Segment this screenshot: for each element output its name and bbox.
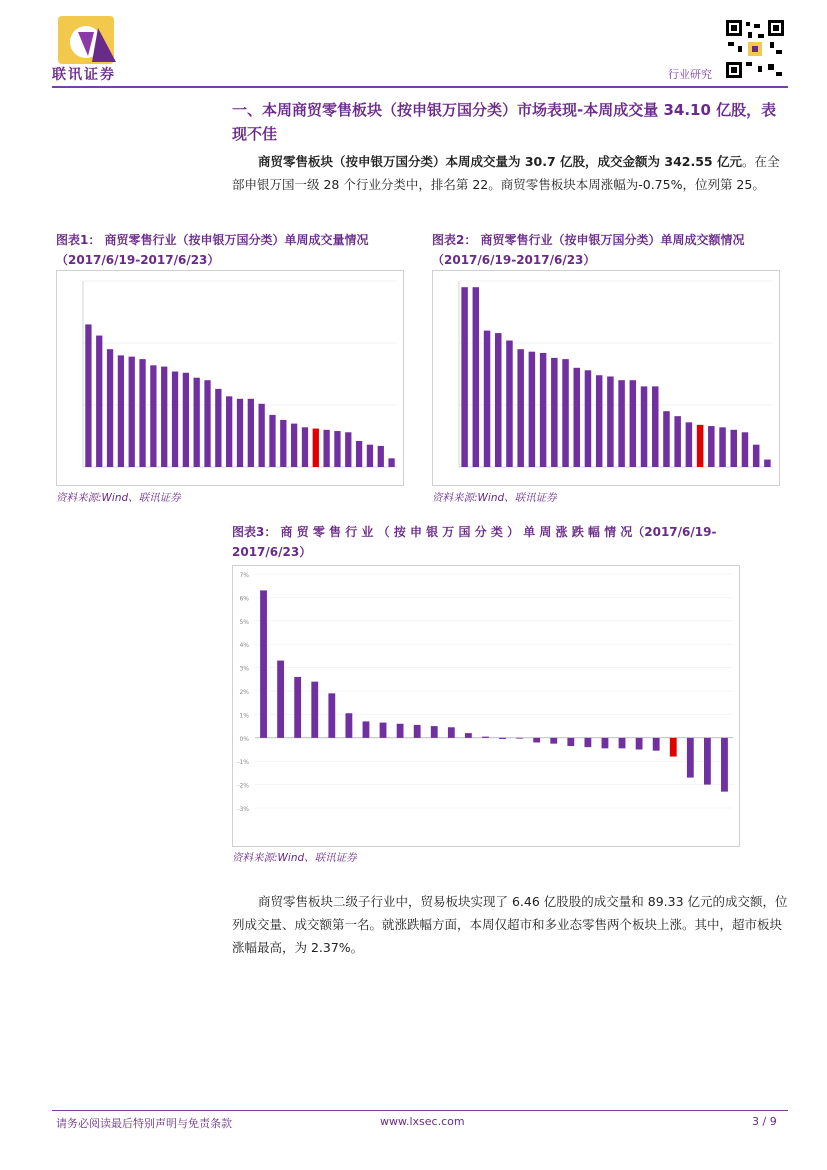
bar [139, 359, 145, 467]
bar [567, 738, 574, 746]
bar [311, 682, 318, 738]
bar [172, 372, 178, 467]
bar [378, 446, 384, 467]
bar [107, 349, 113, 467]
bar [150, 365, 156, 467]
y-tick-label: 3% [239, 665, 249, 673]
y-tick-label: 0% [239, 735, 249, 743]
bar [551, 358, 558, 467]
bar [194, 378, 200, 467]
intro-bold: 商贸零售板块（按申银万国分类）本周成交量为 30.7 亿股，成交金额为 342.55 亿元 [258, 154, 742, 169]
volume-chart [56, 270, 404, 486]
footer-website[interactable]: www.lxsec.com [380, 1115, 465, 1128]
page-number: 3 / 9 [752, 1115, 777, 1128]
y-tick-label: 6% [239, 595, 249, 603]
bar [414, 725, 421, 738]
bar [461, 287, 468, 467]
bar [484, 331, 491, 467]
bar [636, 738, 643, 750]
bar [215, 389, 221, 467]
bar [619, 738, 626, 749]
bar [328, 693, 335, 737]
intro-paragraph [232, 150, 788, 196]
bar [431, 726, 438, 738]
bar [540, 353, 547, 467]
bar [96, 336, 102, 467]
bar [585, 370, 592, 467]
bar [607, 376, 614, 467]
y-tick-label: 4% [239, 642, 249, 650]
bar [618, 380, 625, 467]
bar [356, 441, 362, 467]
bar [388, 458, 394, 467]
bar [129, 357, 135, 467]
bar [448, 727, 455, 738]
bar [345, 432, 351, 467]
bar [550, 738, 557, 744]
bar [529, 352, 536, 467]
y-tick-label: -3% [237, 806, 249, 813]
bar [280, 420, 286, 467]
bar [719, 427, 726, 467]
figure2-title: 图表2： 商贸零售行业（按申银万国分类）单周成交额情况（2017/6/19-2017/6/23） [432, 233, 745, 267]
bar [753, 445, 760, 467]
bar [630, 380, 637, 467]
y-tick-label: 7% [239, 572, 249, 579]
bar [473, 287, 480, 467]
bar [363, 721, 370, 737]
bar [499, 738, 506, 739]
y-tick-label: 5% [239, 618, 249, 626]
amount-chart [432, 270, 780, 486]
bar [652, 386, 659, 467]
y-tick-label: -2% [237, 782, 249, 790]
bar [721, 738, 728, 792]
bar [260, 590, 267, 737]
bar [764, 460, 771, 467]
y-tick-label: 2% [239, 689, 249, 696]
header-divider [52, 86, 788, 88]
bar [742, 432, 749, 467]
bar [118, 355, 124, 467]
figure1-source: 资料来源:Wind、联讯证券 [56, 492, 181, 504]
bar [573, 368, 580, 467]
bar [226, 396, 232, 467]
bar [533, 738, 540, 743]
bar [465, 733, 472, 738]
bar [687, 738, 694, 778]
qr-code [724, 18, 786, 80]
bar [517, 349, 524, 467]
change-chart [232, 565, 740, 847]
bar [641, 386, 648, 467]
bar [516, 738, 523, 739]
bar [506, 341, 513, 467]
bar [686, 422, 693, 467]
figure1-title: 图表1： 商贸零售行业（按申银万国分类）单周成交量情况（2017/6/19-2017/6/23） [56, 233, 369, 267]
bar [562, 359, 569, 467]
bar [291, 424, 297, 467]
intro-rest: 。在全部申银万国一级 28 个行业分类中，排名第 22。商贸零售板块本周涨幅为-0.75%，位列第 25。 [232, 154, 780, 192]
bar [596, 375, 603, 467]
bar [730, 430, 737, 467]
bar [345, 713, 352, 738]
bar [85, 324, 91, 467]
bar [495, 333, 502, 467]
bar [602, 738, 609, 749]
bar [704, 738, 711, 785]
bar [653, 738, 660, 751]
bar [277, 661, 284, 738]
bar [334, 431, 340, 467]
footer-divider [52, 1110, 788, 1111]
conclusion-paragraph: 商贸零售板块二级子行业中，贸易板块实现了 6.46 亿股股的成交量和 89.33 亿元的成交额，位列成交量、成交额第一名。就涨跌幅方面，本周仅超市和多业态零售两个板块上涨。其中，超市板块涨幅最高，为 2.37%。 [232, 894, 788, 955]
brand-name: 联讯证券 [52, 67, 116, 83]
bar [269, 415, 275, 467]
bar [697, 425, 704, 467]
bar [323, 430, 329, 467]
y-tick-label: -1% [237, 759, 249, 767]
bar [397, 724, 404, 738]
bar [183, 373, 189, 467]
figure3-source: 资料来源:Wind、联讯证券 [232, 852, 357, 864]
figure3-title: 图表3： 商 贸 零 售 行 业 （ 按 申 银 万 国 分 类 ） 单 周 涨 跌 幅 情 况（2017/6/19-2017/6/23） [232, 525, 717, 559]
bar [670, 738, 677, 757]
bar [204, 380, 210, 467]
bar [482, 737, 489, 738]
footer-disclaimer[interactable]: 请务必阅读最后特别声明与免责条款 [56, 1117, 232, 1130]
bar [237, 399, 243, 467]
bar [674, 416, 681, 467]
bar [294, 677, 301, 738]
bar [584, 738, 591, 747]
bar [367, 445, 373, 467]
bar [313, 429, 319, 467]
y-tick-label: 1% [239, 712, 249, 720]
report-type: 行业研究 [668, 68, 712, 81]
bar [663, 411, 670, 467]
section-title: 一、本周商贸零售板块（按申银万国分类）市场表现-本周成交量 34.10 亿股，表现不佳 [232, 101, 777, 143]
bar [248, 399, 254, 467]
bar [708, 426, 715, 467]
bar [161, 367, 167, 467]
bar [380, 723, 387, 738]
bar [259, 404, 265, 467]
bar [302, 427, 308, 467]
figure2-source: 资料来源:Wind、联讯证券 [432, 492, 557, 504]
